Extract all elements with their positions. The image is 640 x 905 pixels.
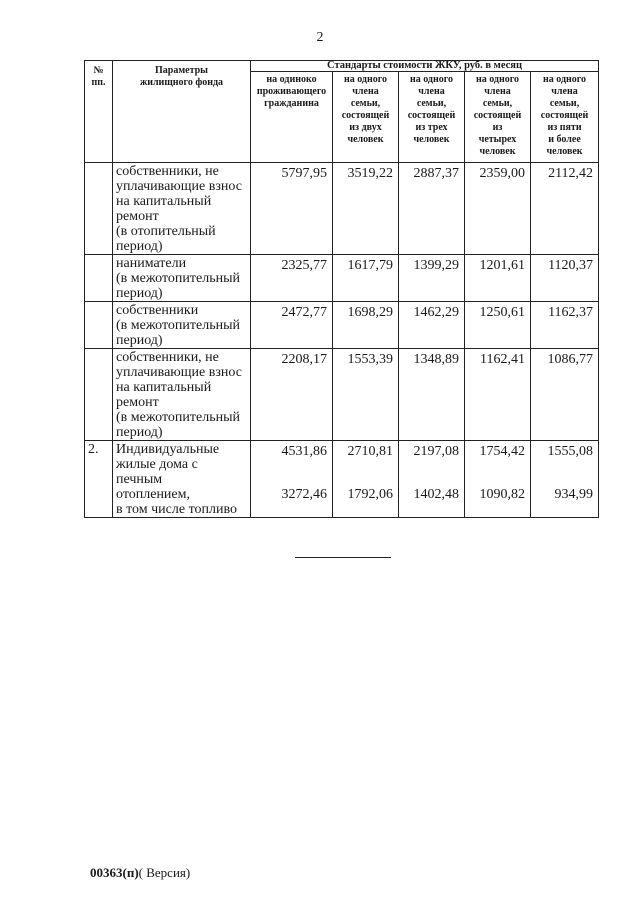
row-parameter [113,349,251,441]
fuel-value: 1792,06 [347,487,393,502]
row-parameter-text: собственники (в межотопительный период) [116,303,240,348]
header-family-of-four-label: на одного члена семьи, состоящей из четырех человек [473,74,522,157]
value-cell: 1348,89 [399,349,465,441]
header-single-resident-label: на одиноко проживающего гражданина [256,74,327,109]
header-family-of-five-plus [531,72,599,163]
value-cell: 2359,00 [465,163,531,255]
table-row [85,302,599,349]
row-number [85,255,113,302]
row-parameter-text: собственники, не уплачивающие взнос на капитальный ремонт (в межотопительный период) [116,350,242,440]
header-family-of-four [465,72,531,163]
value-cell: 1698,29 [333,302,399,349]
row-number: 2. [85,441,113,518]
header-cost-standards [251,61,599,72]
header-row-number [85,61,113,163]
value-cell: 1162,37 [531,302,599,349]
value-cell: 2208,17 [251,349,333,441]
fuel-value: 934,99 [554,487,594,502]
value-cell [531,441,599,518]
row-parameter [113,255,251,302]
value-cell: 2472,77 [251,302,333,349]
total-value: 2710,81 [347,444,393,459]
row-number [85,163,113,255]
table-row [85,349,599,441]
row-parameter [113,441,251,518]
value-cell: 1250,61 [465,302,531,349]
header-family-of-three [399,72,465,163]
total-value: 1555,08 [547,444,594,459]
value-cell: 2887,37 [399,163,465,255]
page-number: 2 [316,30,324,45]
row-parameter-text: собственники, не уплачивающие взнос на капитальный ремонт (в отопительный период) [116,164,242,254]
value-cell: 5797,95 [251,163,333,255]
fuel-value: 3272,46 [281,487,327,502]
row-number [85,349,113,441]
value-cell: 1120,37 [531,255,599,302]
housing-cost-table [84,60,599,518]
value-cell: 2325,77 [251,255,333,302]
fuel-value: 1090,82 [479,487,525,502]
end-divider [295,557,391,558]
value-cell: 1162,41 [465,349,531,441]
total-value: 4531,86 [281,444,327,459]
header-cost-standards-label: Стандарты стоимости ЖКУ, руб. в месяц [327,60,523,71]
value-cell: 1617,79 [333,255,399,302]
value-cell: 1201,61 [465,255,531,302]
header-parameters [113,61,251,163]
table-row [85,441,599,518]
value-cell [333,441,399,518]
header-family-of-five-plus-label: на одного члена семьи, состоящей из пяти и более человек [540,74,589,157]
row-parameter [113,163,251,255]
row-number [85,302,113,349]
header-family-of-two-label: на одного члена семьи, состоящей из двух человек [341,74,390,145]
value-cell [251,441,333,518]
value-cell [399,441,465,518]
header-single-resident [251,72,333,163]
value-cell: 1399,29 [399,255,465,302]
row-parameter [113,302,251,349]
header-family-of-two [333,72,399,163]
fuel-value: 1402,48 [413,487,459,502]
total-value: 2197,08 [413,444,459,459]
value-cell: 3519,22 [333,163,399,255]
document-version: ( Версия) [138,865,191,880]
header-family-of-three-label: на одного члена семьи, состоящей из трех человек [407,74,456,145]
header-parameters-label: Параметры жилищного фонда [139,65,224,88]
table-row [85,163,599,255]
value-cell: 1553,39 [333,349,399,441]
row-parameter-text: Индивидуальные жилые дома с печным отоплением, в том числе топливо [116,442,238,517]
table-row [85,255,599,302]
row-parameter-text: наниматели (в межотопительный период) [116,256,240,301]
document-footer [90,865,190,881]
value-cell: 1086,77 [531,349,599,441]
value-cell [465,441,531,518]
value-cell: 1462,29 [399,302,465,349]
value-cell: 2112,42 [531,163,599,255]
header-row-number-label: № пп. [91,65,106,88]
total-value: 1754,42 [479,444,525,459]
document-code: 00363(п) [90,865,139,880]
